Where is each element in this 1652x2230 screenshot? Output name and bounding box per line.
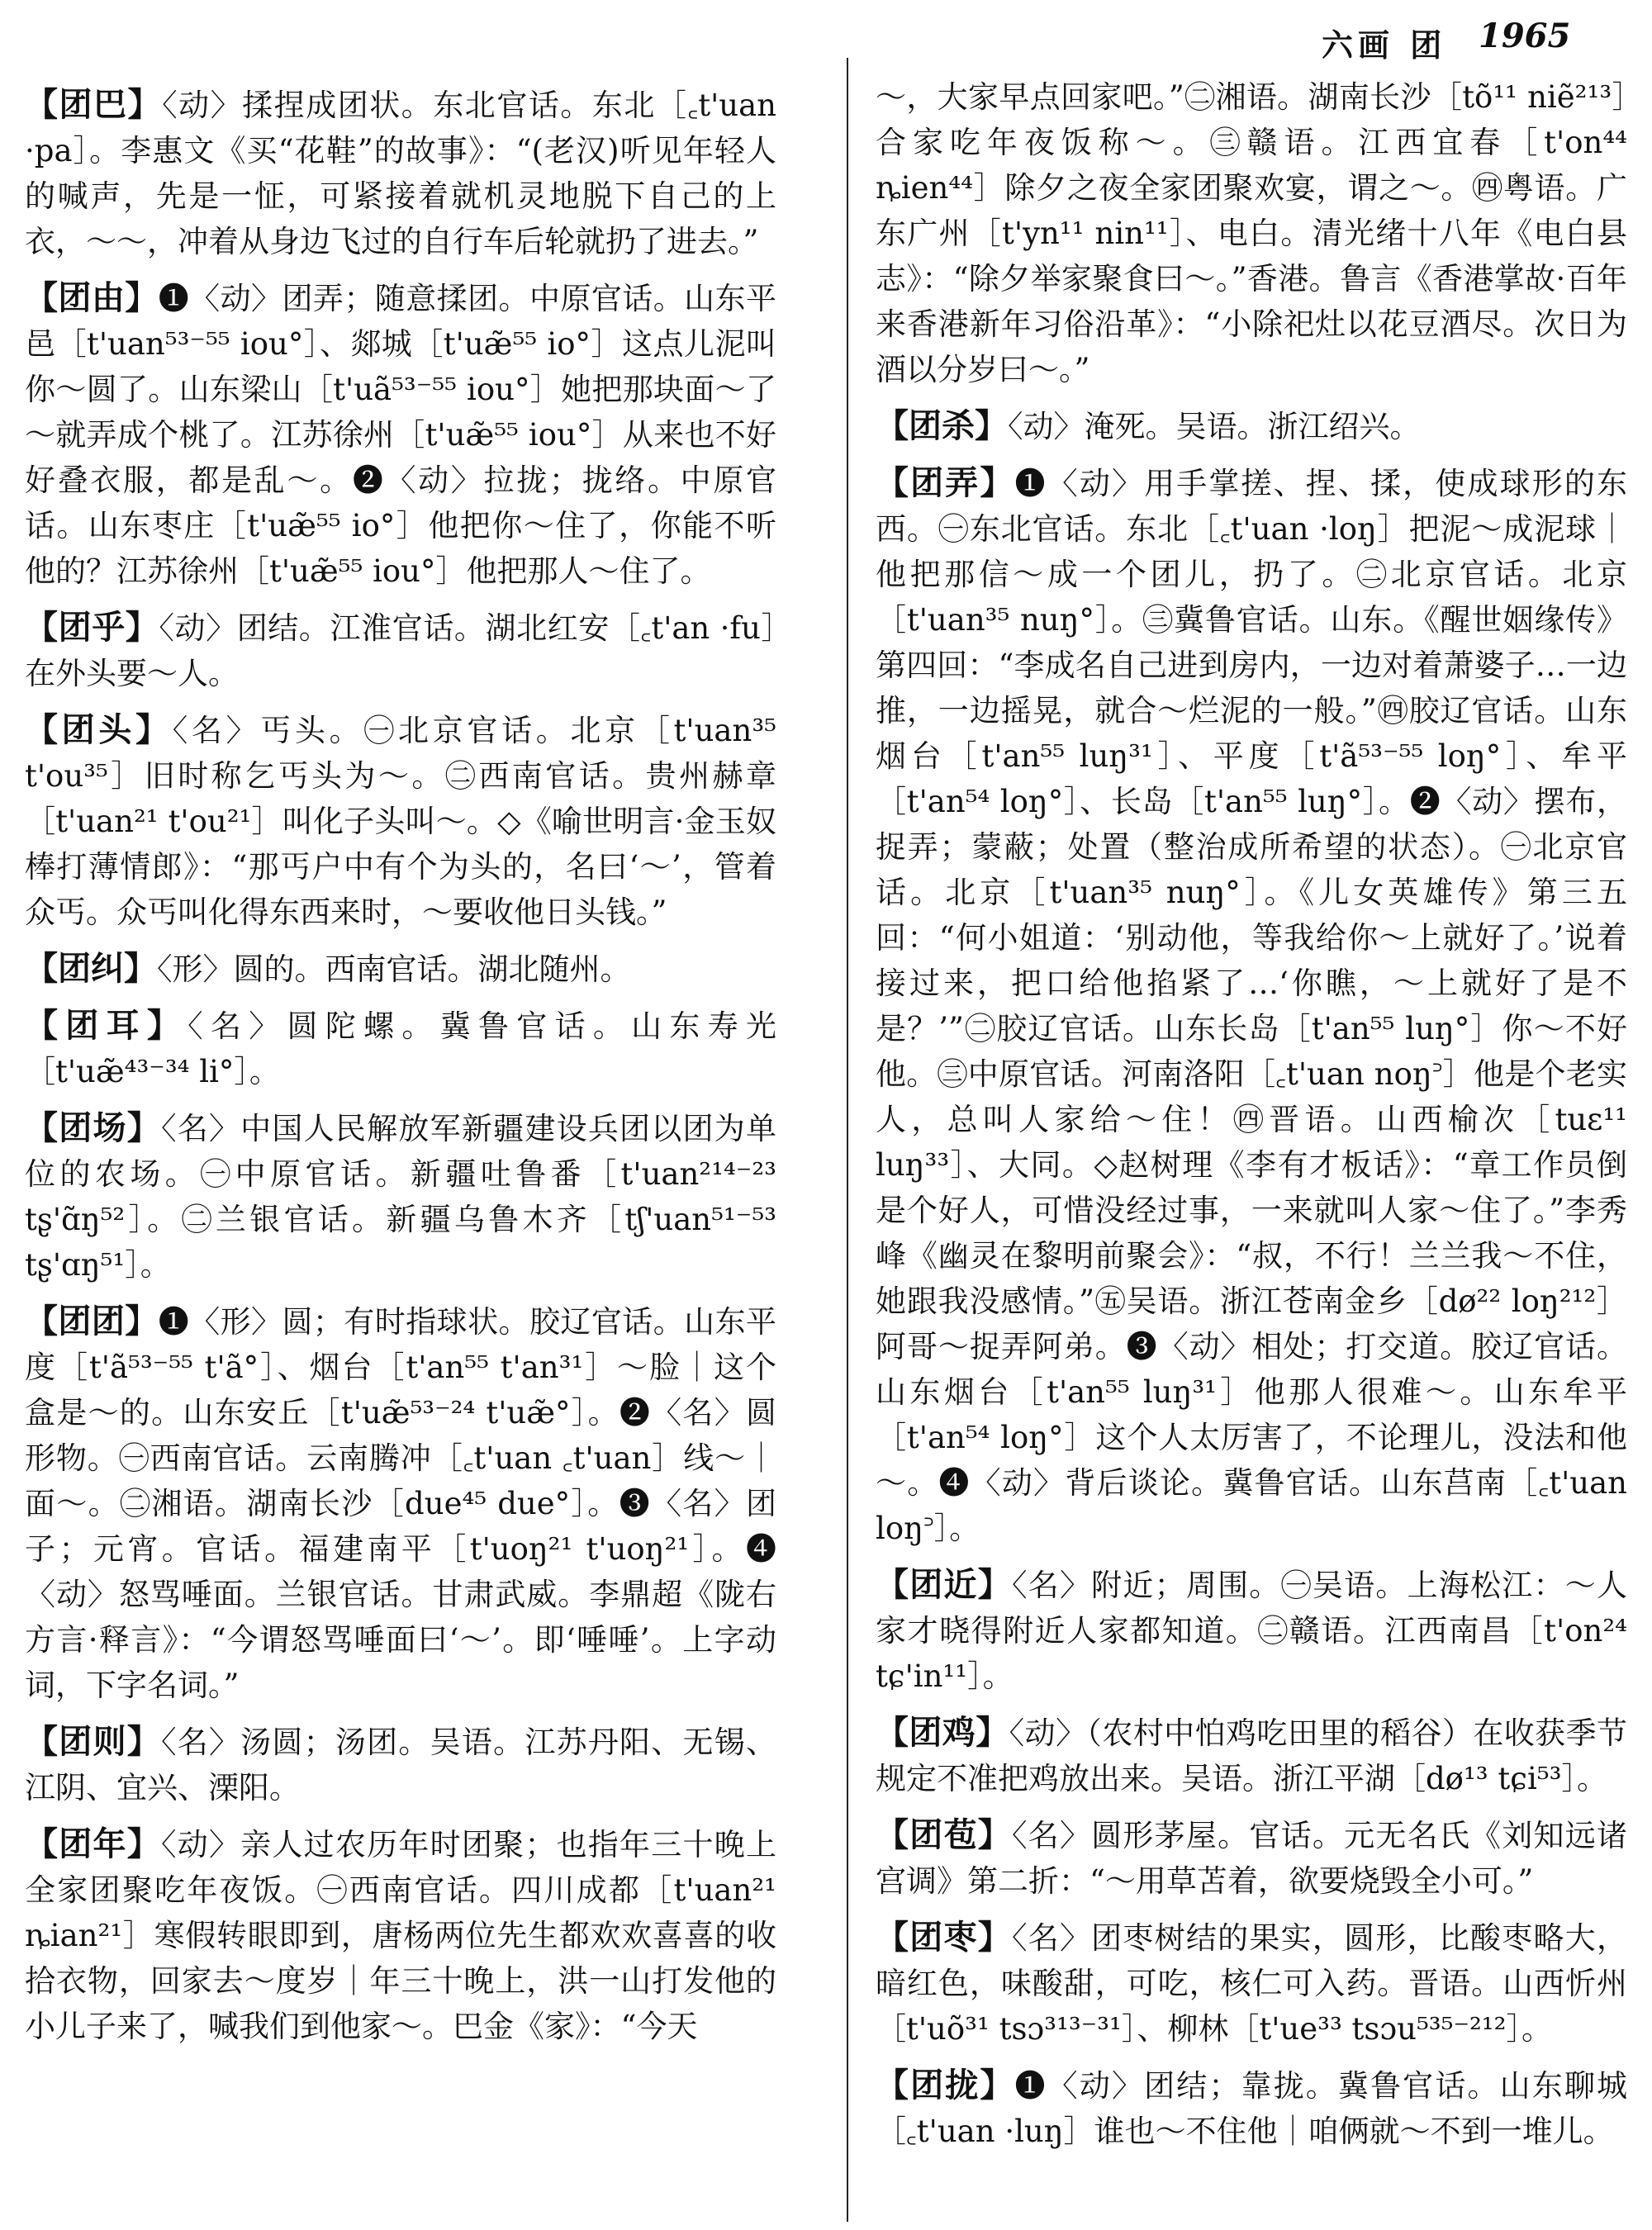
headword: 【团乎】 [25,609,159,647]
definition: ❶〈形〉圆；有时指球状。胶辽官话。山东平度［t'ã⁵³⁻⁵⁵ t'ã°］、烟台［t'an⁵⁵ t'an³¹］～脸｜这个盒是～的。山东安丘［t'uæ̃⁵³⁻²⁴ t'uæ̃°］。❷〈名〉圆形物。㊀西南官话。云南腾冲［꜀t'uan ꜀t'uan］线～｜面～。㊁湘语。湖南长沙［due⁴⁵ due°］。❸〈名〉团子；元宵。官话。福建南平［t'uoŋ²¹ t'uoŋ²¹］。❹〈动〉怒骂唾面。兰银官话。甘肃武威。李鼎超《陇右方言·释言》：“今谓怒骂唾面曰‘～’。即‘唾唾’。上字动词，下字名词。” [25,1304,776,1703]
definition: 〈名〉丐头。㊀北京官话。北京［t'uan³⁵ t'ou³⁵］旧时称乞丐头为～。㊁西南官话。贵州赫章［t'uan²¹ t'ou²¹］叫化子头叫～。◇《喻世明言·金玉奴棒打薄情郎》：“那丐户中有个为头的，名曰‘～’，管着众丐。众丐叫化得东西来时，～要收他日头钱。” [25,713,776,930]
dictionary-entry [876,1915,1627,2052]
headword: 【团苞】 [876,1816,1012,1854]
dictionary-entry-continuation [876,74,1627,392]
definition: 〈动〉揉捏成团状。东北官话。东北［꜀t'uan ·pa］。李惠文《买“花鞋”的故事》：“(老汉)听见年轻人的喊声，先是一怔，可紧接着就机灵地脱下自己的上衣，～～，冲着从身边飞过的自行车后轮就扔了进去。” [25,88,776,259]
headword: 【团鸡】 [876,1714,1009,1752]
dictionary-entry [25,947,776,992]
headword: 【团枣】 [876,1919,1012,1957]
dictionary-entry [876,1710,1627,1801]
dictionary-entry [25,1822,776,2049]
definition: 〈名〉汤圆；汤团。吴语。江苏丹阳、无锡、江阴、宜兴、溧阳。 [25,1725,776,1805]
headword: 【团杀】 [876,407,1008,445]
section-title: 六画 团 [1322,27,1447,64]
definition: ❶〈动〉用手掌搓、捏、揉，使成球形的东西。㊀东北官话。东北［꜀t'uan ·loŋ］把泥～成泥球｜他把那信～成一个团儿，扔了。㊁北京官话。北京［t'uan³⁵ nuŋ°］。㊂冀鲁官话。山东。《醒世姻缘传》第四回：“李成名自己进到房内，一边对着萧婆子…一边推，一边摇晃，就合～烂泥的一般。”㊃胶辽官话。山东烟台［t'an⁵⁵ luŋ³¹］、平度［t'ã⁵³⁻⁵⁵ loŋ°］、牟平［t'an⁵⁴ loŋ°］、长岛［t'an⁵⁵ luŋ°］。❷〈动〉摆布，捉弄；蒙蔽；处置（整治成所希望的状态）。㊀北京官话。北京［t'uan³⁵ nuŋ°］。《儿女英雄传》第三五回：“何小姐道：‘别动他，等我给你～上就好了。’说着接过来，把口给他掐紧了…‘你瞧，～上就好了是不是？’”㊁胶辽官话。山东长岛［t'an⁵⁵ luŋ°］你～不好他。㊂中原官话。河南洛阳［꜀t'uan noŋ꜄］他是个老实人，总叫人家给～住！㊃晋语。山西榆次［tuɛ¹¹ luŋ³³］、大同。◇赵树理《李有才板话》：“章工作员倒是个好人，可惜没经过事，一来就叫人家～住了。”李秀峰《幽灵在黎明前聚会》：“叔，不行！兰兰我～不住，她跟我没感情。”㊄吴语。浙江苍南金乡［dø²² loŋ²¹²］阿哥～捉弄阿弟。❸〈动〉相处；打交道。胶辽官话。山东烟台［t'an⁵⁵ luŋ³¹］他那人很难～。山东牟平［t'an⁵⁴ loŋ°］这个人太厉害了，不论理儿，没法和他～。❹〈动〉背后谈论。冀鲁官话。山东莒南［꜀t'uan loŋ꜄］。 [876,466,1627,1546]
definition: 〈动〉团结。江淮官话。湖北红安［꜀t'an ·fu］在外头要～人。 [25,610,776,691]
dictionary-entry [876,461,1627,1551]
dictionary-entry [25,1299,776,1708]
dictionary-entry [25,1004,776,1094]
definition: ❶〈动〉团结；靠拢。冀鲁官话。山东聊城［꜀t'uan ·luŋ］谁也～不住他｜咱俩就～不到一堆儿。 [876,2068,1627,2149]
right-column [876,74,1627,2205]
dictionary-entry [876,404,1627,449]
dictionary-entry [25,708,776,935]
definition: 〈名〉附近；周围。㊀吴语。上海松江：～人家才晓得附近人家都知道。㊁赣语。江西南昌［t'on²⁴ tɕ'in¹¹］。 [876,1568,1627,1694]
definition: ❶〈动〉团弄；随意揉团。中原官话。山东平邑［t'uan⁵³⁻⁵⁵ iou°］、郯城［t'uæ̃⁵⁵ io°］这点儿泥叫你～圆了。山东梁山［t'uã⁵³⁻⁵⁵ iou°］她把那块面～了～就弄成个桃了。江苏徐州［t'uæ̃⁵⁵ iou°］从来也不好好叠衣服，都是乱～。❷〈动〉拉拢；拢络。中原官话。山东枣庄［t'uæ̃⁵⁵ io°］他把你～住了，你能不听他的？江苏徐州［t'uæ̃⁵⁵ iou°］他把那人～住了。 [25,281,776,589]
headword: 【团场】 [25,1109,161,1147]
headword: 【团则】 [25,1723,161,1761]
dictionary-entry [876,1563,1627,1699]
headword: 【团头】 [25,711,173,749]
page-number: 1965 [1479,17,1571,55]
dictionary-entry [25,83,776,264]
definition: 〈名〉团枣树结的果实，圆形，比酸枣略大，暗红色，味酸甜，可吃，核仁可入药。晋语。山西忻州［t'uõ³¹ tsɔ³¹³⁻³¹］、柳林［t'ue³³ tsɔu⁵³⁵⁻²¹²］。 [876,1920,1627,2047]
headword: 【团纠】 [25,950,157,988]
definition: 〈名〉圆陀螺。冀鲁官话。山东寿光［t'uæ̃⁴³⁻³⁴ li°］。 [25,1008,776,1089]
dictionary-entry [876,2063,1627,2154]
headword: 【团年】 [25,1825,161,1863]
left-column [25,83,776,2213]
dictionary-entry [25,1106,776,1288]
headword: 【团巴】 [25,86,163,124]
page-header [826,17,1586,66]
definition: 〈形〉圆的。西南官话。湖北随州。 [157,951,631,987]
headword: 【团团】 [25,1302,159,1340]
definition: 〈动〉亲人过农历年时团聚；也指年三十晚上全家团聚吃年夜饭。㊀西南官话。四川成都［t'uan²¹ ȵian²¹］寒假转眼即到，唐杨两位先生都欢欢喜喜的收拾衣物，回家去～度岁｜年三十晚上，洪一山打发他的小儿子来了，喊我们到他家～。巴金《家》：“今天 [25,1827,776,2044]
dictionary-entry [876,1813,1627,1904]
dictionary-entry [25,1720,776,1810]
headword: 【团耳】 [25,1007,188,1045]
headword: 【团近】 [876,1566,1012,1604]
headword: 【团弄】 [876,464,1015,502]
definition: 〈动〉淹死。吴语。浙江绍兴。 [1008,409,1421,444]
definition: 〈名〉中国人民解放军新疆建设兵团以团为单位的农场。㊀中原官话。新疆吐鲁番［t'uan²¹⁴⁻²³ tʂ'ɑ̃ŋ⁵²］。㊁兰银官话。新疆乌鲁木齐［tʃ'uan⁵¹⁻⁵³ tʂ'ɑŋ⁵¹］。 [25,1111,776,1283]
headword: 【团由】 [25,279,159,317]
definition: 〈名〉圆形茅屋。官话。元无名氏《刘知远诸宫调》第二折：“～用草苫着，欲要烧毁全小可。” [876,1818,1627,1899]
dictionary-entry [25,605,776,696]
definition: 〈动〉（农村中怕鸡吃田里的稻谷）在收获季节规定不准把鸡放出来。吴语。浙江平湖［dø¹³ tɕi⁵³］。 [876,1715,1627,1796]
dictionary-entry [25,276,776,594]
definition: ～，大家早点回家吧。”㊁湘语。湖南长沙［tõ¹¹ niẽ²¹³］合家吃年夜饭称～。㊂赣语。江西宜春［t'on⁴⁴ ȵien⁴⁴］除夕之夜全家团聚欢宴，谓之～。㊃粤语。广东广州［t'yn¹¹ nin¹¹］、电白。清光绪十八年《电白县志》：“除夕举家聚食曰～。”香港。鲁言《香港掌故·百年来香港新年习俗沿革》：“小除祀灶以花豆酒尽。次日为酒以分岁曰～。” [876,79,1627,387]
headword: 【团拢】 [876,2066,1015,2104]
column-divider [847,58,848,2222]
